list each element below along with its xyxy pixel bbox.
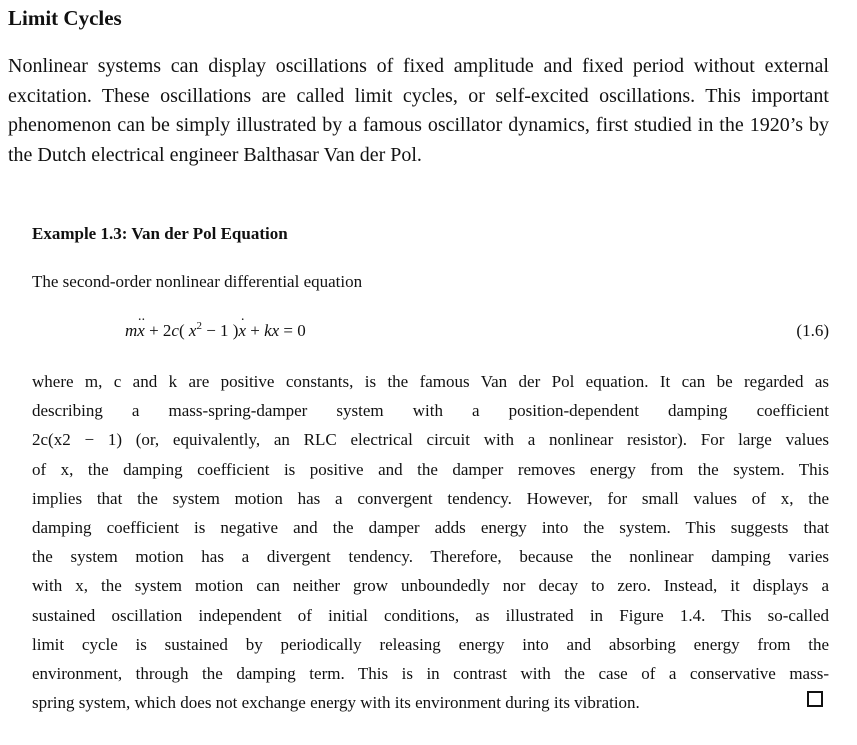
equation-x-2: x [271, 321, 280, 340]
body-line: implies that the system motion has a convergent tendency. However, for small values of x, the [32, 488, 829, 508]
body-line: sustained oscillation independent of initial conditions, as illustrated in Figure 1.4. This so-called [32, 605, 829, 625]
equation-exponent: 2 [196, 320, 202, 332]
body-line: spring system, which does not exchange energy with its environment during its vibration. [32, 693, 640, 713]
section-heading: Limit Cycles [8, 6, 122, 30]
body-line: of x, the damping coefficient is positive and the damper removes energy from the system. This [32, 459, 829, 479]
body-line: where m, c and k are positive constants, is the famous Van der Pol equation. It can be regarded as [32, 372, 829, 391]
equation-x-ddot: ·· x [137, 317, 145, 345]
body-line: with x, the system motion can neither grow unboundedly nor decay to zero. Instead, it displays a [32, 576, 829, 596]
equation-minus-1: − 1 ) [201, 321, 239, 340]
equation-equals-0: = 0 [279, 321, 306, 340]
example-title: Example 1.3: Van der Pol Equation [32, 224, 288, 243]
equation-m: m [125, 321, 138, 340]
equation-number: (1.6) [796, 321, 829, 340]
equation-plus: + [245, 321, 265, 340]
body-line: the system motion has a divergent tendency. Therefore, because the nonlinear damping varies [32, 547, 829, 567]
intro-paragraph: Nonlinear systems can display oscillations of fixed amplitude and fixed period without external excitation. These oscillations are called limit cycles, or self-excited oscillations. This important phenomenon can be simply illustrated by a famous oscillator dynamics, first studied in the 1920’s by the Dutch electrical engineer Balthasar Van der Pol. [8, 55, 829, 166]
end-of-example-box-icon [807, 691, 823, 707]
body-line: limit cycle is sustained by periodically releasing energy into and absorbing energy from the [32, 634, 829, 654]
equation-k: k [264, 321, 272, 340]
body-line: describing a mass-spring-damper system with a position-dependent damping coefficient [32, 401, 829, 421]
equation-c: c [171, 321, 179, 340]
equation-x-dot: · x [238, 317, 246, 345]
body-line: environment, through the damping term. This is in contrast with the case of a conservative mass- [32, 664, 829, 684]
example-lead-text: The second-order nonlinear differential equation [32, 272, 363, 291]
equation-open-paren: ( [178, 321, 189, 340]
example-body [32, 367, 829, 717]
van-der-pol-equation [125, 317, 306, 345]
body-line: damping coefficient is negative and the damper adds energy into the system. This suggests that [32, 518, 829, 538]
body-line: 2c(x2 − 1) (or, equivalently, an RLC electrical circuit with a nonlinear resistor). For large values [32, 430, 829, 450]
equation-plus-2: + 2 [144, 321, 172, 340]
equation-x: x [188, 321, 197, 340]
equation-row [32, 317, 829, 345]
